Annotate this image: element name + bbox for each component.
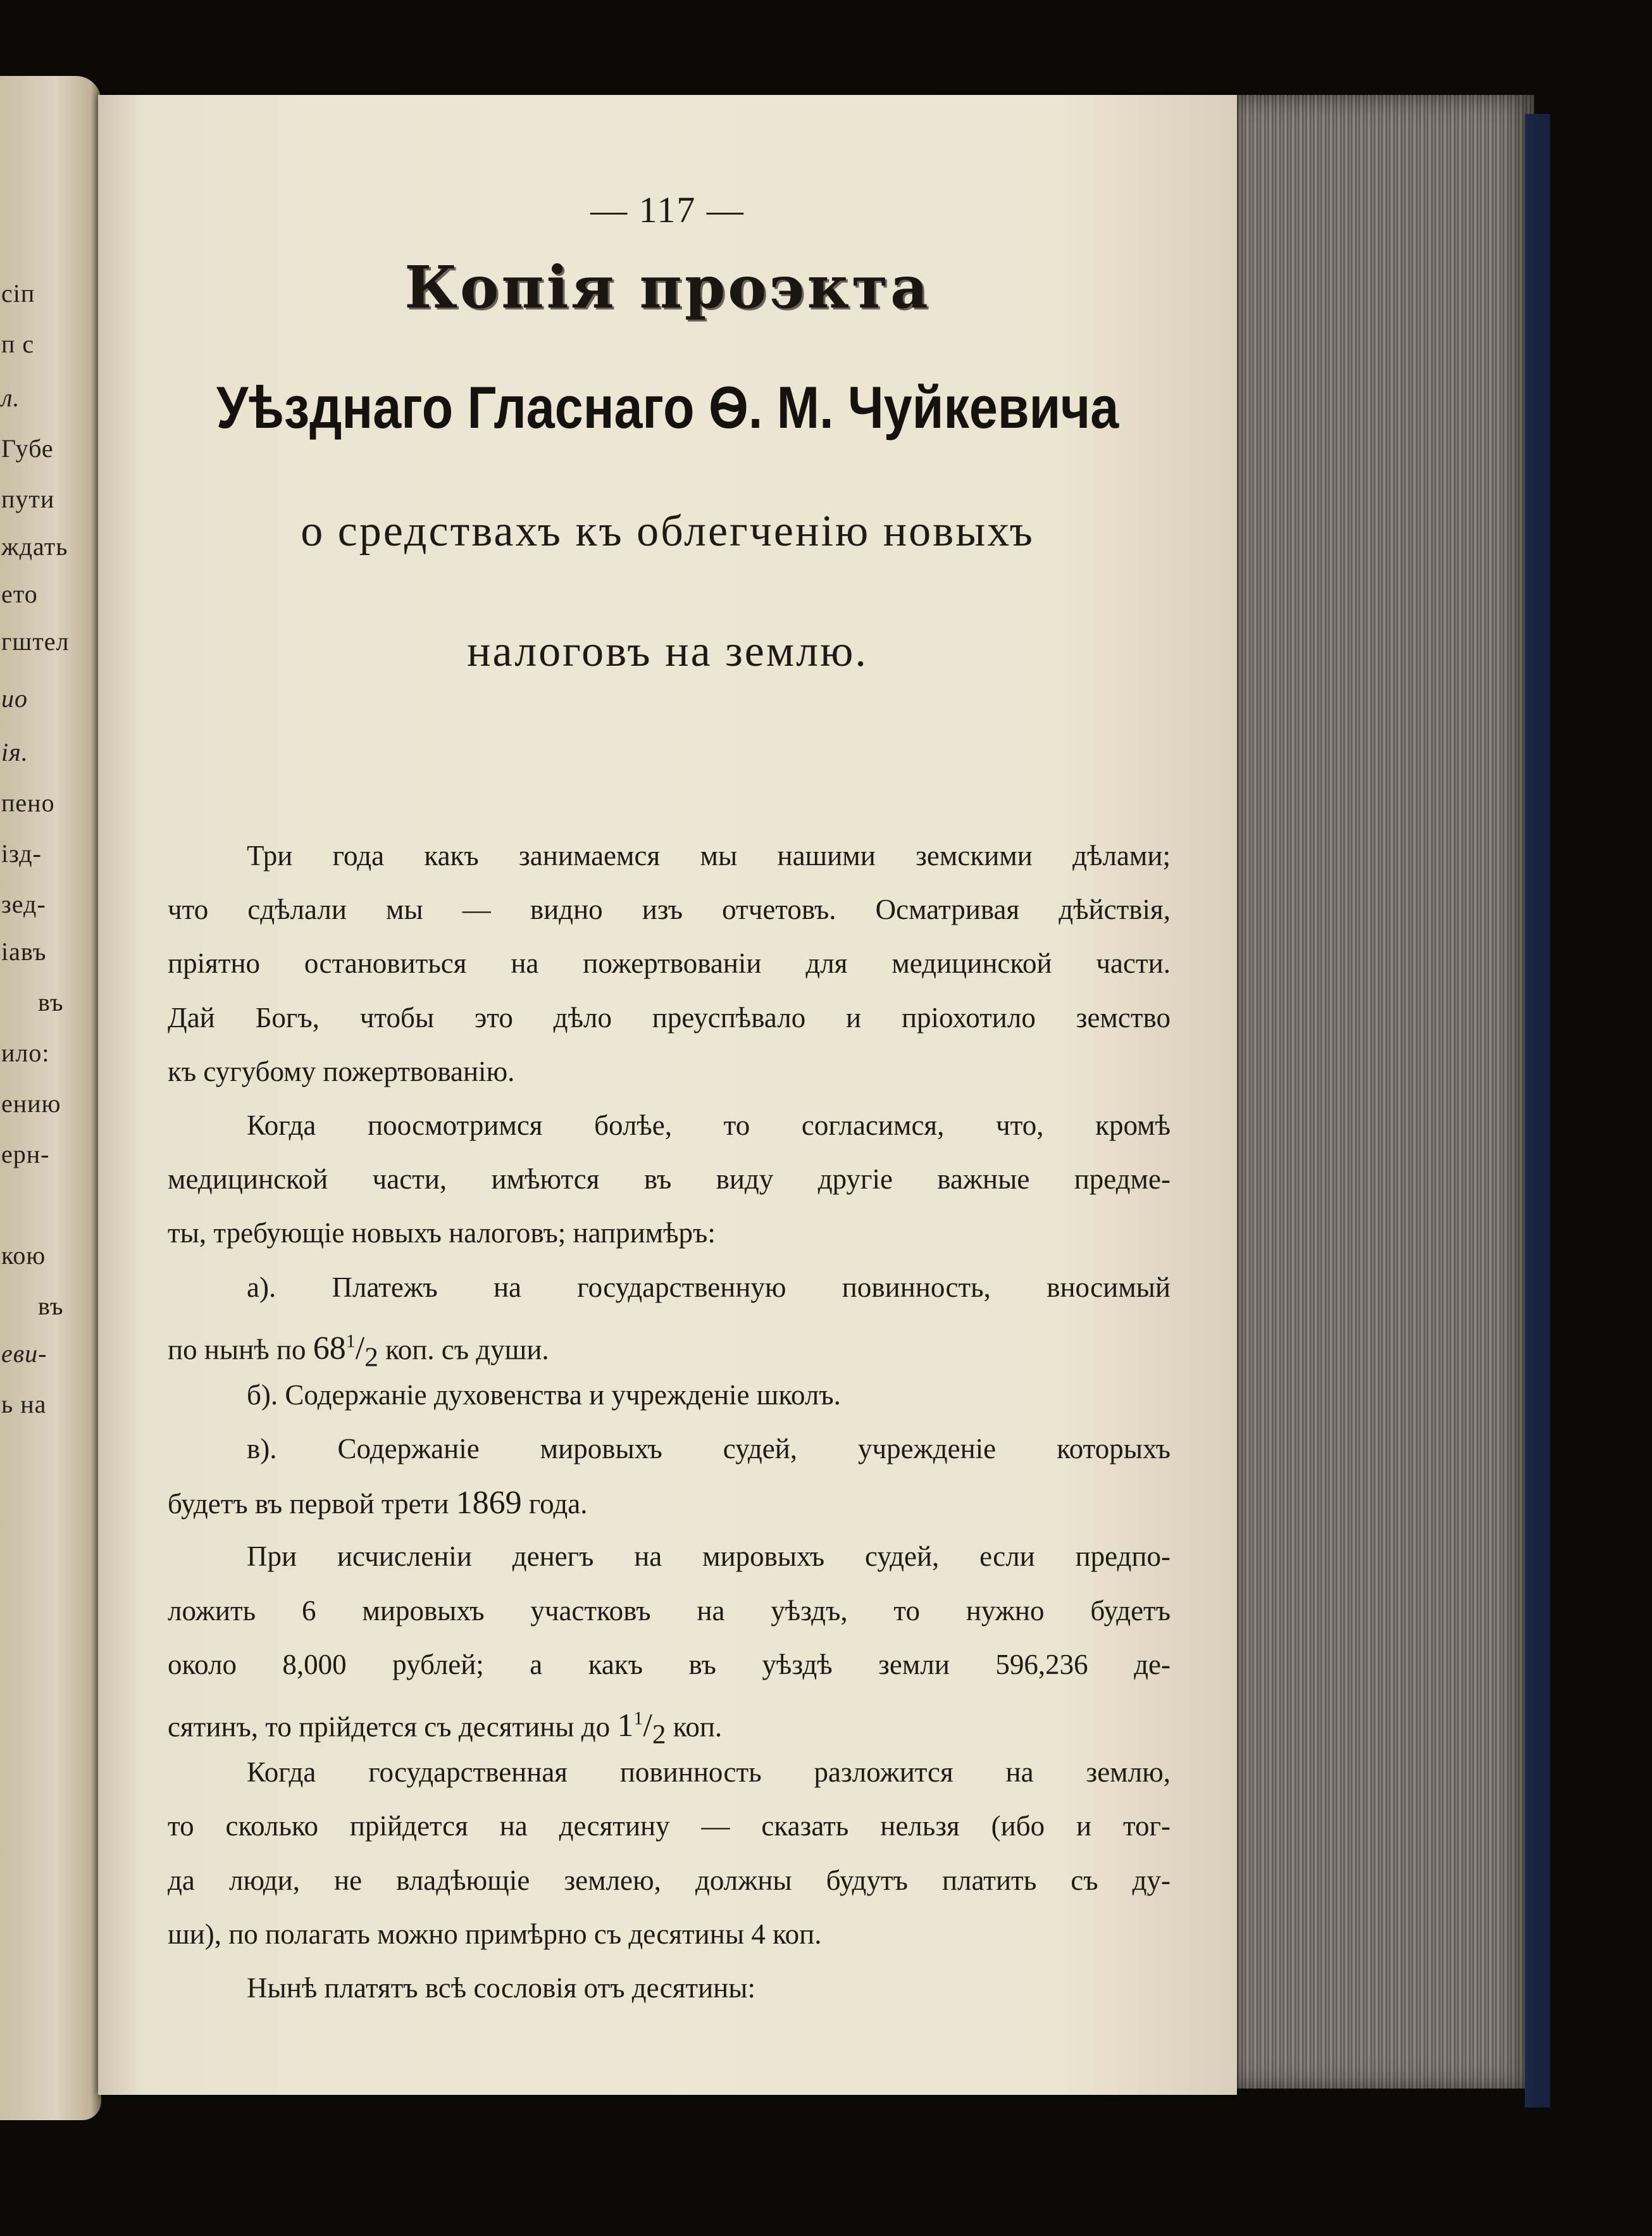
paragraph-1-line-4: Дай Богъ, чтобы это дѣло преуспѣвало и пріохотило земство xyxy=(168,1001,1171,1034)
left-page-fragment: еви- xyxy=(1,1339,47,1368)
left-page-fragment: Губе xyxy=(1,434,54,463)
item-a-fraction-slash: / xyxy=(355,1330,365,1367)
left-page-fragment: въ xyxy=(38,1292,64,1320)
left-page-fragment: зед- xyxy=(1,890,46,918)
left-page-fragment: ія. xyxy=(1,738,28,766)
paragraph-4-line-2: то сколько прійдется на десятину — сказать нельзя (ибо и тог- xyxy=(168,1810,1171,1842)
left-page-fragment: ило: xyxy=(1,1039,50,1067)
paragraph-2-line-2: медицинской части, имѣются въ виду другіе важные предме- xyxy=(168,1163,1171,1196)
paragraph-3-number-value: 1 xyxy=(617,1708,634,1744)
paragraph-3-fraction-denominator: 2 xyxy=(652,1719,666,1750)
item-v-text-post: года. xyxy=(528,1488,588,1520)
left-page-fragment: въ xyxy=(38,988,64,1016)
left-page-fragment: л. xyxy=(1,384,20,412)
left-page-fragment: п с xyxy=(1,330,35,358)
title-line-3: о средствахъ къ облегченію новыхъ xyxy=(301,507,1034,556)
paragraph-1-line-2: что сдѣлали мы — видно изъ отчетовъ. Осматривая дѣйствія, xyxy=(168,894,1171,926)
paragraph-4-line-3: да люди, не владѣющіе землею, должны будутъ платить съ ду- xyxy=(168,1864,1171,1896)
item-v-line-2 xyxy=(168,1476,1171,1530)
left-page-fragment: ето xyxy=(1,580,38,608)
left-page-fragment: ерн- xyxy=(1,1140,50,1168)
item-b-line: б). Содержаніе духовенства и учрежденіе школъ. xyxy=(247,1378,841,1411)
title-line-4: налоговъ на землю. xyxy=(467,627,868,676)
paragraph-3-number xyxy=(617,1708,666,1750)
paragraph-4-line-1: Когда государственная повинность разложится на землю, xyxy=(247,1756,1171,1789)
left-page-fragment: пено xyxy=(1,789,55,817)
page-edges xyxy=(1231,95,1534,2089)
item-a-text-pre: по нынѣ по xyxy=(168,1333,306,1366)
item-a-number xyxy=(313,1330,378,1373)
page-number: — 117 — xyxy=(590,189,745,230)
paragraph-3-text-post: коп. xyxy=(673,1711,723,1743)
main-page xyxy=(98,95,1237,2095)
paragraph-1-line-5: къ сугубому пожертвованію. xyxy=(168,1055,515,1087)
item-a-line-2 xyxy=(168,1315,1171,1373)
left-page-fragment: ізд- xyxy=(1,839,42,868)
paragraph-3-line-2: ложить 6 мировыхъ участковъ на уѣздъ, то нужно будетъ xyxy=(168,1594,1171,1627)
paragraph-4-line-4: ши), по полагать можно примѣрно съ десятины 4 коп. xyxy=(168,1918,822,1950)
item-a-fraction-denominator: 2 xyxy=(364,1342,378,1373)
left-page-fragment: сіп xyxy=(1,279,35,308)
paragraph-2-line-3: ты, требующіе новыхъ налоговъ; напримѣръ: xyxy=(168,1217,716,1249)
paragraph-3-line-4 xyxy=(168,1692,1171,1750)
paragraph-3-fraction-numerator: 1 xyxy=(633,1708,643,1729)
book-cover-edge xyxy=(1525,114,1550,2108)
paragraph-3-line-1: При исчисленіи денегъ на мировыхъ судей, если предпо- xyxy=(247,1540,1171,1573)
title-line-1: Копія проэкта xyxy=(404,253,931,322)
left-page-fragment: ждать xyxy=(1,532,68,561)
item-a-text-post: коп. съ души. xyxy=(385,1333,549,1366)
item-v-line-1: в). Содержаніе мировыхъ судей, учрежденіе которыхъ xyxy=(247,1433,1171,1465)
item-v-text-pre: будетъ въ первой трети xyxy=(168,1488,449,1520)
left-page-fragment: ению xyxy=(1,1089,61,1118)
paragraph-3-text-pre: сятинъ, то прійдется съ десятины до xyxy=(168,1711,611,1743)
paragraph-2-line-1: Когда поосмотримся болѣе, то согласимся, что, кромѣ xyxy=(247,1109,1171,1141)
left-page-fragment: ь на xyxy=(1,1390,47,1418)
body-text xyxy=(168,829,1171,2015)
item-v-year: 1869 xyxy=(456,1485,522,1521)
left-page-fragment: кою xyxy=(1,1241,46,1270)
title-line-2: Уѣзднаго Гласнаго Ѳ. М. Чуйкевича xyxy=(216,374,1119,440)
left-page xyxy=(0,76,101,2120)
paragraph-3-fraction-slash: / xyxy=(643,1708,652,1744)
left-page-fragment: ио xyxy=(1,684,28,713)
paragraph-5-line-1: Нынѣ платятъ всѣ сословія отъ десятины: xyxy=(247,1971,755,2004)
left-page-fragment: пути xyxy=(1,485,55,513)
paragraph-3-line-3: около 8,000 рублей; а какъ въ уѣздѣ земли 596,236 де- xyxy=(168,1648,1171,1680)
paragraph-1-line-3: пріятно остановиться на пожертвованіи для медицинской части. xyxy=(168,947,1171,980)
item-a-line-1: а). Платежъ на государственную повинность, вносимый xyxy=(247,1271,1171,1303)
item-a-fraction-numerator: 1 xyxy=(345,1330,356,1352)
paragraph-1-line-1: Три года какъ занимаемся мы нашими земскими дѣлами; xyxy=(247,840,1171,871)
left-page-fragment: гштел xyxy=(1,627,70,656)
item-a-number-value: 68 xyxy=(313,1330,346,1367)
left-page-fragment: іавъ xyxy=(1,937,47,966)
